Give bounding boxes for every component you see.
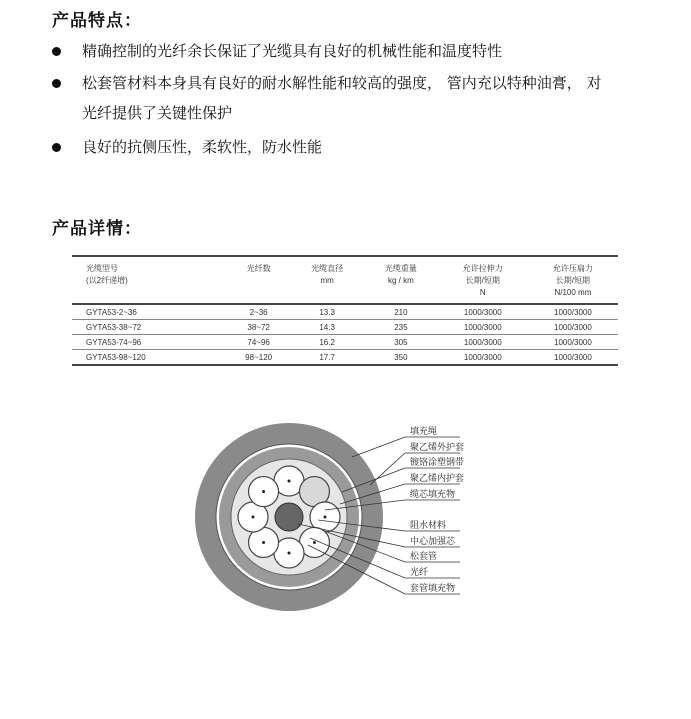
- bullet-icon: [52, 79, 61, 88]
- optical-fiber: [288, 480, 291, 483]
- table-header-text: 允许压扁力: [552, 264, 593, 273]
- feature-text: 良好的抗侧压性，柔软性，防水性能: [82, 138, 323, 156]
- table-header-text: 长期/短期: [555, 276, 591, 285]
- table-cell: GYTA53-38~72: [72, 320, 227, 335]
- details-heading: 产品详情：: [52, 219, 142, 239]
- table-cell: 1000/3000: [438, 350, 528, 366]
- feature-text: 精确控制的光纤余长保证了光缆具有良好的机械性能和温度特性: [82, 42, 503, 60]
- table-header-cell: [364, 256, 438, 304]
- table-cell: 16.2: [290, 335, 364, 350]
- callout-label: 套管填充物: [410, 583, 456, 593]
- table-header-row: [72, 256, 618, 304]
- table-cell: GYTA53-74~96: [72, 335, 227, 350]
- spec-table: [72, 255, 618, 366]
- table-header-text: mm: [320, 276, 334, 285]
- table-header-cell: [528, 256, 618, 304]
- optical-fiber: [262, 541, 265, 544]
- table-cell: 350: [364, 350, 438, 366]
- table-cell: GYTA53-2~36: [72, 304, 227, 320]
- table-header-text: N/100 mm: [554, 288, 592, 297]
- bullet-icon: [52, 47, 61, 56]
- table-cell: 1000/3000: [438, 304, 528, 320]
- optical-fiber: [313, 541, 316, 544]
- table-cell: 14.3: [290, 320, 364, 335]
- table-header-text: 光缆重量: [384, 264, 417, 273]
- table-header-text: 光缆直径: [311, 264, 344, 273]
- table-header-text: N: [479, 288, 486, 297]
- table-cell: 1000/3000: [438, 335, 528, 350]
- table-row: [72, 320, 618, 335]
- table-header-text: 光纤数: [246, 264, 271, 273]
- callout-labels: [410, 425, 464, 593]
- table-header-text: kg / km: [387, 276, 414, 285]
- table-cell: 210: [364, 304, 438, 320]
- optical-fiber: [262, 490, 265, 493]
- table-header-text: 允许拉伸力: [462, 264, 503, 273]
- table-cell: 17.7: [290, 350, 364, 366]
- table-cell: 2~36: [227, 304, 290, 320]
- features-heading: 产品特点：: [52, 11, 142, 31]
- table-cell: 1000/3000: [528, 304, 618, 320]
- callout-label: 光纤: [410, 567, 429, 577]
- callout-label: 聚乙烯外护套: [410, 442, 465, 452]
- optical-fiber: [252, 516, 255, 519]
- table-row: [72, 350, 618, 366]
- table-cell: 1000/3000: [528, 335, 618, 350]
- table-header-cell: [438, 256, 528, 304]
- central-strength-member: [275, 503, 303, 531]
- table-row: [72, 335, 618, 350]
- table-cell: 98~120: [227, 350, 290, 366]
- bullet-icon: [52, 143, 61, 152]
- table-header-cell: [227, 256, 290, 304]
- table-cell: 1000/3000: [438, 320, 528, 335]
- table-cell: 1000/3000: [528, 320, 618, 335]
- callout-label: 松套管: [410, 551, 438, 561]
- table-cell: 305: [364, 335, 438, 350]
- callout-label: 阻水材料: [410, 520, 447, 530]
- table-cell: 235: [364, 320, 438, 335]
- callout-label: 中心加强芯: [410, 536, 456, 546]
- table-header-text: (以2纤递增): [86, 276, 128, 285]
- feature-text: 松套管材料本身具有良好的耐水解性能和较高的强度， 管内充以特种油膏， 对: [82, 74, 602, 92]
- optical-fiber: [288, 552, 291, 555]
- table-header-text: 光缆型号: [86, 264, 118, 273]
- callout-label: 填充绳: [410, 426, 438, 436]
- table-cell: GYTA53-98~120: [72, 350, 227, 366]
- table-row: [72, 304, 618, 320]
- table-header-cell: [72, 256, 227, 304]
- callout-label: 缆芯填充物: [410, 489, 456, 499]
- callout-label: 镀铬涂塑钢带: [410, 457, 465, 467]
- optical-fiber: [324, 516, 327, 519]
- table-cell: 13.3: [290, 304, 364, 320]
- table-cell: 74~96: [227, 335, 290, 350]
- cable-cross-section-diagram: [0, 400, 691, 719]
- table-header-text: 长期/短期: [465, 276, 500, 285]
- callout-label: 聚乙烯内护套: [410, 473, 465, 483]
- table-header-cell: [290, 256, 364, 304]
- table-cell: 38~72: [227, 320, 290, 335]
- table-cell: 1000/3000: [528, 350, 618, 366]
- feature-text-continuation: 光纤提供了关键性保护: [82, 104, 233, 122]
